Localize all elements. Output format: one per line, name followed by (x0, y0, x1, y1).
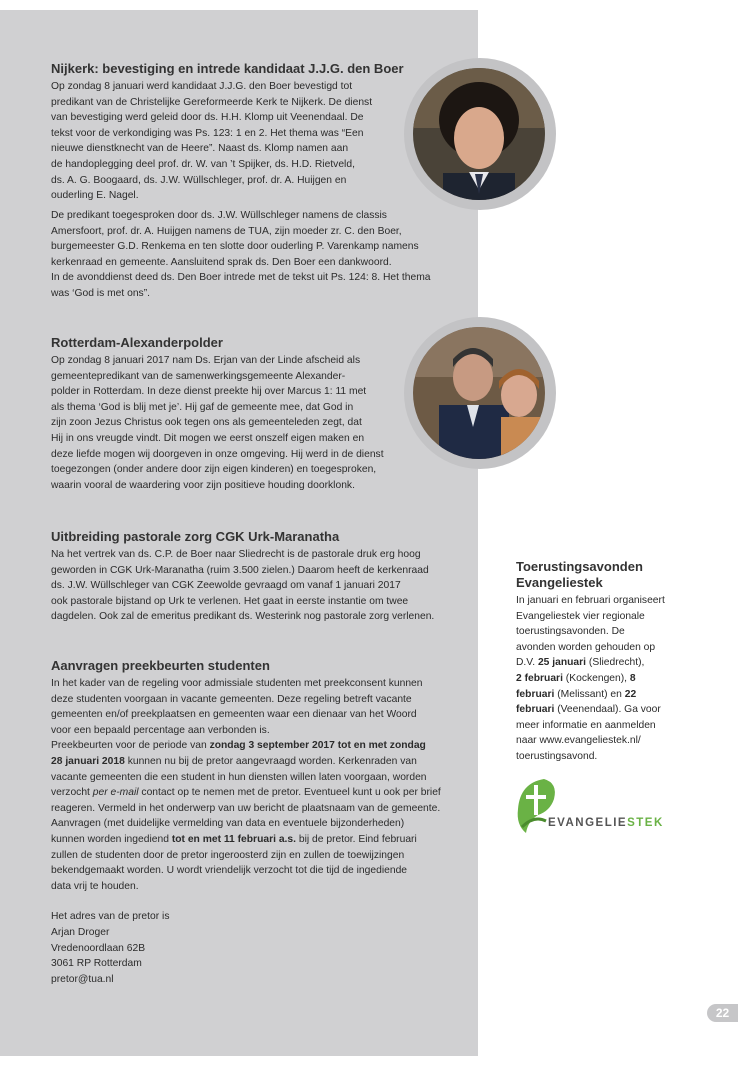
text-line: Op zondag 8 januari werd kandidaat J.J.G. den Boer bevestigd tot (51, 81, 353, 92)
text-line: kerkenraad en gemeente. Aansluitend sprak ds. Den Boer een dankwoord. (51, 256, 392, 268)
evangeliestek-logo (514, 775, 674, 837)
text-bold: 8 (629, 672, 636, 684)
text-line: deze liefde mogen wij doorgeven in onze omgeving. Hij werd in de dienst (51, 448, 384, 460)
text-line: zijn zoon Jezus Christus ook tegen ons als gemeenteleden zegt, dat (51, 417, 362, 429)
logo-text-a: EVANGELIE (548, 817, 628, 829)
text-line: Op zondag 8 januari 2017 nam Ds. Erjan van der Linde afscheid als (51, 355, 361, 366)
text-line: dagdelen. Ook zal de emeritus predikant ds. Westerink nog pastorale zorg verlenen. (51, 611, 435, 623)
photo-van-der-linde (413, 327, 545, 459)
text-line: toerustingsavonden. De (516, 626, 625, 638)
text-bold: 22 (624, 688, 637, 700)
text-line: ds. J.W. Wüllschleger van CGK Zeewolde gevraagd om vanaf 1 januari 2017 (51, 580, 401, 592)
text-bold: 25 januari (537, 657, 587, 669)
text-segment: bij de pretor. Eind februari (296, 833, 417, 845)
text-line: Evangeliestek vier regionale (516, 610, 645, 622)
logo-text-b: STEK (627, 817, 664, 829)
text-line: waarin vooral de waardering voor zijn positieve houding doorklonk. (51, 479, 355, 491)
text-line: reageren. Vermeld in het onderwerp van uw bericht de plaatsnaam van de gemeente. (51, 802, 441, 814)
text-line: In januari en februari organiseert (516, 595, 665, 606)
article-title-nijkerk: Nijkerk: bevestiging en intrede kandidaat J.J.G. den Boer (51, 61, 404, 76)
text-line: ds. A. G. Boogaard, ds. J.W. Wüllschleger, prof. dr. A. Huijgen en (51, 174, 347, 186)
text-line: De predikant toegesproken door ds. J.W. Wüllschleger namens de classis (51, 210, 387, 221)
article-body-urk (51, 547, 461, 625)
text-line: predikant van de Christelijke Gereformeerde Kerk te Nijkerk. De dienst (51, 96, 373, 108)
text-line: gemeenten en/of preekplaatsen en gemeenten waar een dienaar van het Woord (51, 709, 417, 721)
text-segment: (Melissant) en (554, 688, 625, 700)
article-nijkerk-cont (51, 208, 461, 302)
text-segment: verzocht (51, 787, 93, 799)
sidebar-title-line: Evangeliestek (516, 575, 603, 590)
text-segment: kunnen nu bij de pretor aangevraagd worden. Kerkenraden van (124, 755, 417, 767)
page-number: 22 (707, 1004, 738, 1022)
sidebar-title-line: Toerustingsavonden (516, 559, 643, 574)
text-bold: 2 februari (516, 672, 563, 684)
email-link[interactable]: pretor@tua.nl (51, 973, 114, 985)
text-line: nieuwe dienstknecht van de Heere”. Naast ds. Klomp namen aan (51, 143, 349, 155)
text-line: Het adres van de pretor is (51, 911, 170, 923)
article-body-nijkerk (51, 79, 455, 204)
text-line: tekst voor de verkondiging was Ps. 123: 1 en 2. Het thema was “Een (51, 127, 364, 139)
article-body-rotterdam (51, 353, 421, 493)
text-segment: kunnen worden ingediend (51, 833, 172, 845)
text-line: de handoplegging deel prof. dr. W. van ’t Spijker, ds. H.D. Rietveld, (51, 158, 355, 170)
text-bold: februari (516, 688, 555, 700)
text-line: 3061 RP Rotterdam (51, 958, 142, 970)
article-title-urk: Uitbreiding pastorale zorg CGK Urk-Maranatha (51, 529, 340, 544)
sidebar-title (516, 559, 711, 591)
sidebar-evangeliestek (516, 559, 711, 765)
text-line: data vrij te houden. (51, 880, 139, 892)
text-line: Na het vertrek van ds. C.P. de Boer naar Sliedrecht is de pastorale druk erg hoog (51, 549, 421, 560)
text-segment: (Kockengen), (562, 672, 630, 684)
text-line: was ‘God is met ons”. (51, 287, 150, 299)
pretor-address (51, 909, 461, 987)
text-line: Aanvragen (met duidelijke vermelding van data en eventuele bijzonderheden) (51, 818, 405, 830)
text-line: geworden in CGK Urk-Maranatha (ruim 3.500 zielen.) Daarom heeft de kerkenraad (51, 564, 429, 576)
text-line: als thema ‘God is blij met je’. Hij gaf de gemeente mee, dat God in (51, 401, 354, 413)
article-title-preekbeurten: Aanvragen preekbeurten studenten (51, 658, 270, 673)
text-line: gemeentepredikant van de samenwerkingsgemeente Alexander- (51, 370, 346, 382)
article-urk (51, 528, 461, 625)
article-rotterdam (51, 334, 421, 493)
text-line: Hij in ons vreugde vindt. Dit mogen we eerst onszelf eigen maken en (51, 432, 365, 444)
text-line: zullen de studenten door de pretor ingeroosterd zijn en zullen de toewijzingen (51, 849, 405, 861)
text-bold: tot en met 11 februari a.s. (171, 833, 296, 845)
sidebar-body (516, 593, 711, 765)
text-segment: contact op te nemen met de pretor. Eventueel kunt u ook per brief (138, 787, 441, 799)
text-line: In de avonddienst deed ds. Den Boer intrede met de tekst uit Ps. 124: 8. Het thema (51, 272, 431, 284)
text-line: meer informatie en aanmelden (516, 719, 656, 731)
website-link[interactable]: naar www.evangeliestek.nl/ (516, 735, 641, 747)
text-segment: D.V. (516, 657, 538, 669)
text-line: ook pastorale bijstand op Urk te verlenen. Het gaat in eerste instantie om twee (51, 595, 409, 607)
text-segment: Preekbeurten voor de periode van (51, 740, 210, 752)
text-line: Vredenoordlaan 62B (51, 942, 146, 954)
text-line: Amersfoort, prof. dr. A. Huijgen namens de TUA, zijn moeder zr. C. den Boer, (51, 225, 402, 237)
article-preekbeurten (51, 657, 461, 987)
text-line: toegezongen (onder andere door zijn eigen kinderen) en toegesproken, (51, 464, 377, 476)
text-bold: zondag 3 september 2017 tot en met zondag (209, 740, 426, 752)
text-segment: (Sliedrecht), (586, 657, 645, 669)
text-line: In het kader van de regeling voor admissiale studenten met preekconsent kunnen (51, 678, 423, 689)
article-body-preekbeurten (51, 676, 461, 894)
text-line: ouderling E. Nagel. (51, 190, 139, 202)
text-line: Arjan Droger (51, 926, 110, 938)
text-line: bekendgemaakt worden. U wordt vriendelijk verzocht tot die tijd de ingediende (51, 865, 408, 877)
text-bold: 28 januari 2018 (51, 755, 125, 767)
website-link-cont[interactable]: toerustingsavond. (516, 750, 598, 762)
text-line: van bevestiging werd geleid door ds. H.H. Klomp uit Veenendaal. De (51, 112, 364, 124)
article-nijkerk (51, 60, 455, 204)
text-italic: per e-mail (92, 787, 139, 799)
text-line: voor een bepaald percentage aan verbonden is. (51, 724, 270, 736)
text-line: deze studenten voorgaan in vacante gemeenten. Deze regeling betreft vacante (51, 693, 412, 705)
article-title-rotterdam: Rotterdam-Alexanderpolder (51, 335, 223, 350)
text-bold: februari (516, 704, 555, 716)
text-line: avonden worden gehouden op (516, 641, 656, 653)
text-line: vacante gemeenten die een student in hun diensten willen laten voorgaan, worden (51, 771, 427, 783)
text-line: polder in Rotterdam. In deze dienst preekte hij over Marcus 1: 11 met (51, 386, 367, 398)
text-line: burgemeester G.D. Renkema en ten slotte door ouderling P. Varenkamp namens (51, 241, 419, 253)
text-segment: (Veenendaal). Ga voor (554, 704, 661, 716)
